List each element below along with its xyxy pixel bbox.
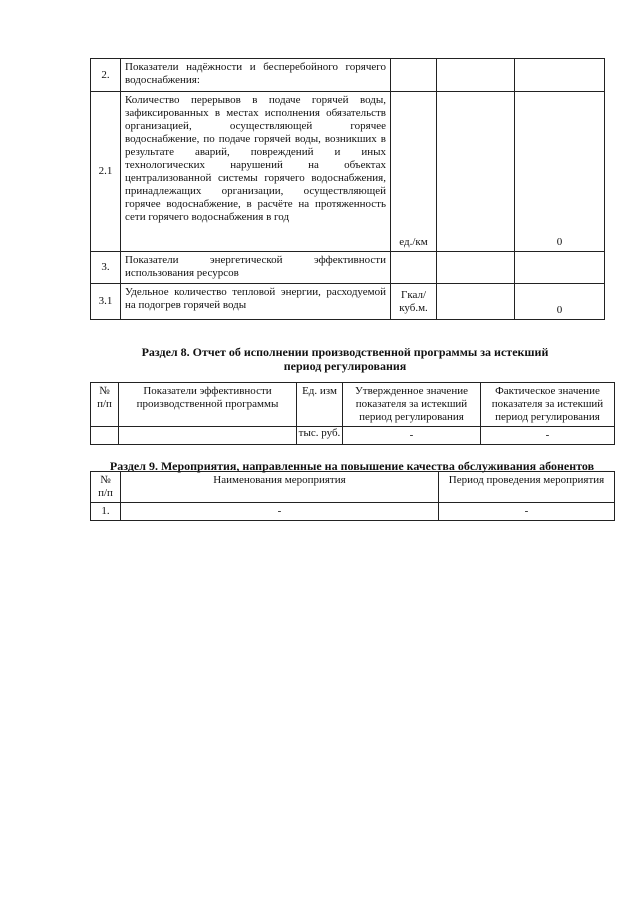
table-row [91, 59, 605, 92]
row-number [91, 427, 119, 445]
section8-table [90, 382, 615, 445]
unit-cell [391, 59, 437, 92]
table-row [91, 92, 605, 252]
unit-cell: ед./км [391, 92, 437, 252]
table-header-row [91, 472, 615, 503]
header-unit: Ед. изм [297, 383, 343, 427]
actual-value: - [481, 427, 615, 445]
unit-cell: Гкал/ куб.м. [391, 284, 437, 320]
section8-title: Раздел 8. Отчет об исполнении производственной программы за истекший период регулирования [141, 345, 549, 373]
header-indicator: Показатели эффективности производственной программы [119, 383, 297, 427]
activity-period: - [439, 503, 615, 521]
table-row [91, 284, 605, 320]
row-number: 1. [91, 503, 121, 521]
indicator-name [119, 427, 297, 445]
table-row [91, 252, 605, 284]
value-cell [437, 284, 515, 320]
table-row [91, 503, 615, 521]
value-cell: 0 [515, 284, 605, 320]
section9-title: Раздел 9. Мероприятия, направленные на повышение качества обслуживания абонентов [109, 459, 595, 473]
row-number: 2. [91, 59, 121, 92]
header-approved: Утвержденное значение показателя за истекший период регулирования [343, 383, 481, 427]
header-period: Период проведения мероприятия [439, 472, 615, 503]
value-cell [515, 252, 605, 284]
value-cell: 0 [515, 92, 605, 252]
approved-value: - [343, 427, 481, 445]
indicator-name: Удельное количество тепловой энергии, расходуемой на подогрев горячей воды [121, 284, 391, 320]
row-number: 2.1 [91, 92, 121, 252]
activity-name: - [121, 503, 439, 521]
indicator-name: Показатели энергетической эффективности использования ресурсов [121, 252, 391, 284]
value-cell [437, 59, 515, 92]
value-cell [437, 92, 515, 252]
row-number: 3. [91, 252, 121, 284]
row-number: 3.1 [91, 284, 121, 320]
header-num: № п/п [91, 383, 119, 427]
indicator-name: Количество перерывов в подаче горячей воды, зафиксированных в местах исполнения обязательств организацией, осуществляющей горячее водоснабжение, по подаче горячей воды, возникших в результате аварий, повреждений и иных технологических нарушений на объектах централизованной системы горячего водоснабжения, принадлежащих организации, осуществляющей горячее водоснабжение, в расчёте на протяженность сети горячего водоснабжения в год [121, 92, 391, 252]
indicator-name: Показатели надёжности и бесперебойного горячего водоснабжения: [121, 59, 391, 92]
unit-cell [391, 252, 437, 284]
table-header-row [91, 383, 615, 427]
indicators-table [90, 58, 605, 320]
unit-cell: тыс. руб. [297, 427, 343, 445]
table-row [91, 427, 615, 445]
header-num: № п/п [91, 472, 121, 503]
header-activity: Наименования мероприятия [121, 472, 439, 503]
value-cell [515, 59, 605, 92]
section9-table [90, 471, 615, 521]
value-cell [437, 252, 515, 284]
header-actual: Фактическое значение показателя за истекший период регулирования [481, 383, 615, 427]
